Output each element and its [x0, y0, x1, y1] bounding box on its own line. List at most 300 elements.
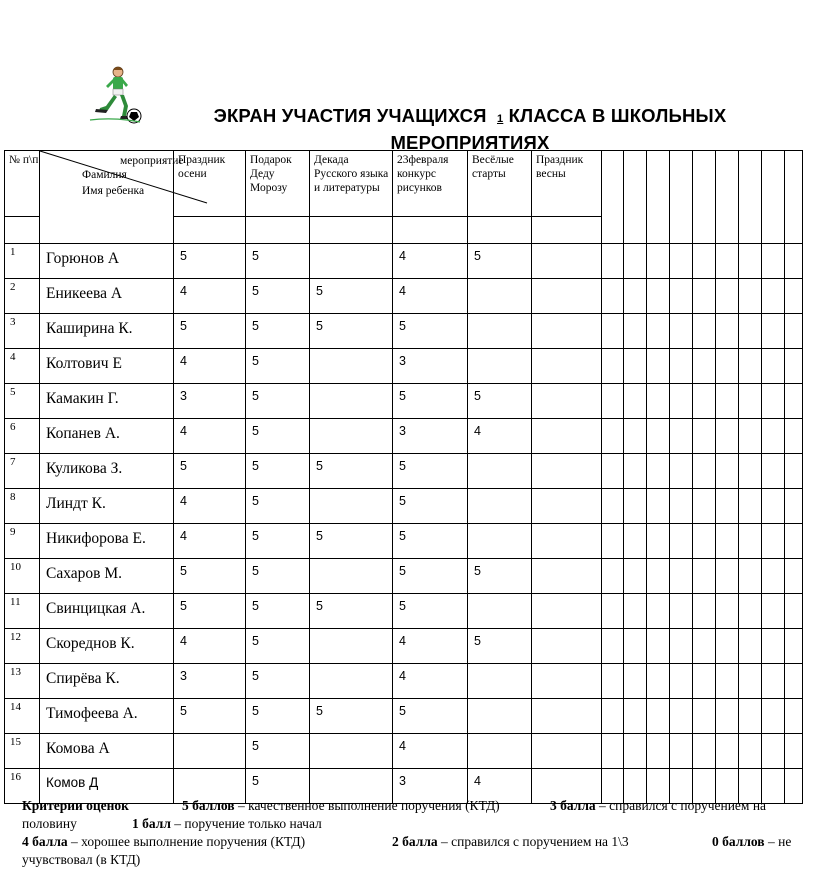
score-cell: 5	[174, 314, 246, 349]
empty-cell	[602, 699, 624, 734]
table-row	[5, 699, 803, 734]
empty-cell	[693, 734, 716, 769]
table-row	[5, 559, 803, 594]
criteria-3-label: 3 балла	[550, 798, 596, 813]
score-cell: 5	[246, 454, 310, 489]
table-row	[5, 629, 803, 664]
score-cell: 5	[310, 594, 393, 629]
criteria-4-label: 4 балла	[22, 834, 68, 849]
criteria-0-text-cont: учувствовал (в КТД)	[22, 852, 141, 867]
empty-cell	[739, 699, 762, 734]
title-prefix: ЭКРАН УЧАСТИЯ УЧАЩИХСЯ	[213, 105, 487, 126]
empty-cell	[647, 524, 670, 559]
empty-cell	[670, 454, 693, 489]
empty-cell	[670, 629, 693, 664]
empty-cell	[762, 384, 785, 419]
empty-cell	[785, 489, 803, 524]
criteria-legend	[22, 797, 812, 869]
empty-cell	[624, 524, 647, 559]
score-cell: 5	[393, 454, 468, 489]
empty-cell	[670, 594, 693, 629]
empty-cell	[739, 419, 762, 454]
criteria-2-label: 2 балла	[392, 834, 438, 849]
empty-cell	[602, 524, 624, 559]
empty-cell	[762, 524, 785, 559]
score-cell: 5	[246, 664, 310, 699]
empty-cell	[785, 699, 803, 734]
score-cell: 5	[310, 524, 393, 559]
empty-cell	[739, 559, 762, 594]
row-number: 16	[5, 769, 40, 804]
empty-cell	[602, 454, 624, 489]
empty-cell	[739, 349, 762, 384]
empty-cell	[716, 454, 739, 489]
empty-cell	[762, 279, 785, 314]
title-line2: МЕРОПРИЯТИЯХ	[390, 132, 550, 153]
criteria-5-text: – качественное выполнение поручения (КТД)	[237, 798, 500, 813]
score-cell: 5	[174, 454, 246, 489]
score-cell	[310, 489, 393, 524]
score-cell: 4	[393, 734, 468, 769]
soccer-player-icon	[84, 64, 146, 126]
empty-cell	[670, 734, 693, 769]
score-cell: 5	[246, 699, 310, 734]
header-surname: Фамилия	[82, 169, 127, 181]
criteria-5-label: 5 баллов	[182, 798, 235, 813]
empty-cell	[716, 279, 739, 314]
header-event-1: Праздник осени	[174, 151, 246, 217]
empty-cell	[762, 629, 785, 664]
empty-cell	[647, 454, 670, 489]
criteria-2-text: – справился с поручением на 1\3	[441, 834, 629, 849]
score-cell	[468, 664, 532, 699]
table-row	[5, 244, 803, 279]
empty-cell	[693, 419, 716, 454]
empty-cell	[693, 629, 716, 664]
empty-cell	[762, 664, 785, 699]
row-number: 11	[5, 594, 40, 629]
score-cell: 4	[174, 349, 246, 384]
empty-cell	[647, 734, 670, 769]
score-cell: 4	[174, 419, 246, 454]
empty-cell	[624, 594, 647, 629]
score-cell: 4	[174, 489, 246, 524]
empty-cell	[624, 349, 647, 384]
score-cell	[468, 349, 532, 384]
score-cell: 3	[174, 384, 246, 419]
score-cell: 5	[246, 524, 310, 559]
empty-cell	[785, 314, 803, 349]
empty-cell	[739, 244, 762, 279]
empty-cell	[716, 524, 739, 559]
empty-cell	[602, 244, 624, 279]
score-cell: 5	[468, 244, 532, 279]
score-cell: 4	[393, 664, 468, 699]
table-row	[5, 279, 803, 314]
empty-cell	[716, 699, 739, 734]
score-cell: 5	[310, 454, 393, 489]
table-row	[5, 349, 803, 384]
criteria-3-text-cont: половину	[22, 816, 77, 831]
score-cell: 5	[174, 594, 246, 629]
student-name: Сахаров М.	[40, 559, 174, 594]
table-row	[5, 524, 803, 559]
empty-cell	[670, 419, 693, 454]
empty-cell	[693, 384, 716, 419]
empty-cell	[670, 489, 693, 524]
empty-cell	[602, 629, 624, 664]
empty-cell	[693, 524, 716, 559]
row-number: 4	[5, 349, 40, 384]
empty-cell	[762, 314, 785, 349]
criteria-0-label: 0 баллов	[712, 834, 765, 849]
score-cell: 5	[246, 279, 310, 314]
table-row	[5, 419, 803, 454]
row-number: 15	[5, 734, 40, 769]
score-cell	[310, 349, 393, 384]
score-cell: 5	[393, 594, 468, 629]
score-cell	[468, 594, 532, 629]
header-event-3: Декада Русского языка и литературы	[310, 151, 393, 217]
empty-cell	[716, 734, 739, 769]
header-row	[5, 151, 803, 217]
student-name: Скореднов К.	[40, 629, 174, 664]
score-cell: 3	[393, 769, 468, 804]
empty-cell	[602, 279, 624, 314]
empty-cell	[670, 664, 693, 699]
table-row	[5, 314, 803, 349]
empty-cell	[762, 559, 785, 594]
score-cell: 4	[393, 279, 468, 314]
empty-cell	[739, 454, 762, 489]
empty-cell	[785, 629, 803, 664]
criteria-1-text: – поручение только начал	[174, 816, 322, 831]
row-number: 14	[5, 699, 40, 734]
score-cell	[532, 384, 602, 419]
empty-cell	[602, 594, 624, 629]
score-cell: 5	[310, 699, 393, 734]
empty-cell	[762, 244, 785, 279]
score-cell: 5	[393, 559, 468, 594]
page-title	[150, 104, 790, 155]
empty-cell	[716, 559, 739, 594]
empty-cell	[785, 279, 803, 314]
empty-cell	[647, 244, 670, 279]
score-cell: 5	[246, 489, 310, 524]
row-number: 3	[5, 314, 40, 349]
score-cell	[468, 699, 532, 734]
empty-cell	[762, 489, 785, 524]
score-cell	[532, 419, 602, 454]
empty-cell	[785, 454, 803, 489]
student-name: Свинцицкая А.	[40, 594, 174, 629]
empty-cell	[647, 489, 670, 524]
score-cell: 3	[393, 419, 468, 454]
student-name: Куликова З.	[40, 454, 174, 489]
score-cell: 4	[468, 419, 532, 454]
empty-cell	[693, 594, 716, 629]
empty-cell	[716, 594, 739, 629]
score-cell: 5	[393, 384, 468, 419]
row-number: 1	[5, 244, 40, 279]
empty-cell	[670, 559, 693, 594]
empty-cell	[762, 419, 785, 454]
empty-cell	[602, 664, 624, 699]
score-cell	[468, 734, 532, 769]
score-cell	[532, 279, 602, 314]
empty-cell	[647, 314, 670, 349]
score-cell	[310, 244, 393, 279]
score-cell: 4	[393, 629, 468, 664]
header-corner	[40, 151, 184, 244]
score-cell: 5	[393, 489, 468, 524]
empty-cell	[647, 559, 670, 594]
student-name: Спирёва К.	[40, 664, 174, 699]
empty-cell	[670, 349, 693, 384]
score-cell	[310, 559, 393, 594]
empty-cell	[670, 384, 693, 419]
score-cell: 5	[246, 314, 310, 349]
score-cell: 5	[310, 314, 393, 349]
empty-cell	[624, 489, 647, 524]
empty-cell	[693, 454, 716, 489]
score-cell: 5	[174, 244, 246, 279]
empty-cell	[693, 559, 716, 594]
row-number: 7	[5, 454, 40, 489]
score-cell	[310, 419, 393, 454]
empty-cell	[624, 419, 647, 454]
empty-cell	[647, 279, 670, 314]
empty-cell	[716, 664, 739, 699]
score-cell: 4	[174, 629, 246, 664]
score-cell	[468, 279, 532, 314]
empty-cell	[693, 349, 716, 384]
empty-cell	[670, 279, 693, 314]
empty-cell	[624, 244, 647, 279]
row-number: 8	[5, 489, 40, 524]
empty-cell	[739, 629, 762, 664]
participation-table	[4, 150, 803, 804]
empty-cell	[762, 349, 785, 384]
score-cell: 5	[246, 769, 310, 804]
score-cell	[532, 664, 602, 699]
score-cell: 5	[246, 734, 310, 769]
student-name: Комов Д	[40, 769, 174, 804]
empty-cell	[739, 524, 762, 559]
empty-cell	[739, 664, 762, 699]
header-num: № п\п	[5, 151, 40, 217]
score-cell	[468, 314, 532, 349]
header-event-5: Весёлые старты	[468, 151, 532, 217]
table-row	[5, 454, 803, 489]
student-name: Камакин Г.	[40, 384, 174, 419]
score-cell	[532, 559, 602, 594]
score-cell	[532, 349, 602, 384]
row-number: 13	[5, 664, 40, 699]
row-number: 10	[5, 559, 40, 594]
score-cell: 5	[246, 594, 310, 629]
empty-cell	[693, 699, 716, 734]
empty-cell	[762, 699, 785, 734]
empty-cell	[624, 664, 647, 699]
score-cell: 5	[174, 699, 246, 734]
score-cell	[468, 454, 532, 489]
empty-cell	[693, 314, 716, 349]
score-cell	[310, 734, 393, 769]
student-name: Копанев А.	[40, 419, 174, 454]
score-cell: 5	[468, 384, 532, 419]
row-number: 2	[5, 279, 40, 314]
empty-cell	[716, 489, 739, 524]
empty-cell	[624, 454, 647, 489]
empty-cell	[647, 594, 670, 629]
empty-cell	[785, 524, 803, 559]
empty-cell	[602, 384, 624, 419]
empty-cell	[785, 559, 803, 594]
empty-cell	[716, 349, 739, 384]
table-row	[5, 489, 803, 524]
empty-cell	[716, 419, 739, 454]
empty-cell	[647, 664, 670, 699]
score-cell	[174, 734, 246, 769]
criteria-3-text: – справился с поручением на	[599, 798, 767, 813]
empty-cell	[624, 314, 647, 349]
student-name: Еникеева А	[40, 279, 174, 314]
score-cell	[532, 734, 602, 769]
empty-cell	[739, 594, 762, 629]
empty-cell	[624, 279, 647, 314]
score-cell: 5	[468, 559, 532, 594]
score-cell: 5	[246, 244, 310, 279]
empty-cell	[602, 489, 624, 524]
empty-cell	[602, 314, 624, 349]
empty-cell	[602, 349, 624, 384]
empty-cell	[739, 314, 762, 349]
score-cell: 5	[246, 629, 310, 664]
empty-cell	[739, 734, 762, 769]
empty-cell	[785, 384, 803, 419]
student-name: Колтович Е	[40, 349, 174, 384]
title-suffix: КЛАССА В ШКОЛЬНЫХ	[508, 105, 727, 126]
header-event: мероприятие	[120, 155, 184, 167]
score-cell: 5	[246, 419, 310, 454]
empty-cell	[693, 279, 716, 314]
empty-cell	[785, 419, 803, 454]
empty-cell	[785, 594, 803, 629]
empty-cell	[647, 629, 670, 664]
header-event-2: Подарок Деду Морозу	[246, 151, 310, 217]
score-cell: 4	[393, 244, 468, 279]
empty-cell	[716, 244, 739, 279]
empty-cell	[739, 279, 762, 314]
student-name: Каширина К.	[40, 314, 174, 349]
empty-cell	[762, 454, 785, 489]
score-cell	[532, 244, 602, 279]
score-cell: 5	[468, 629, 532, 664]
empty-cell	[670, 244, 693, 279]
score-cell: 5	[246, 559, 310, 594]
score-cell: 3	[393, 349, 468, 384]
empty-cell	[785, 664, 803, 699]
score-cell: 5	[393, 314, 468, 349]
row-number: 6	[5, 419, 40, 454]
empty-cell	[739, 384, 762, 419]
empty-cell	[670, 524, 693, 559]
empty-cell	[624, 734, 647, 769]
empty-cell	[693, 244, 716, 279]
student-name: Линдт К.	[40, 489, 174, 524]
score-cell	[532, 629, 602, 664]
empty-cell	[785, 734, 803, 769]
student-name: Никифорова Е.	[40, 524, 174, 559]
empty-cell	[693, 664, 716, 699]
empty-cell	[785, 244, 803, 279]
table-row	[5, 384, 803, 419]
score-cell: 4	[468, 769, 532, 804]
empty-cell	[602, 734, 624, 769]
student-name: Горюнов А	[40, 244, 174, 279]
student-name: Тимофеева А.	[40, 699, 174, 734]
score-cell	[532, 454, 602, 489]
score-cell: 3	[174, 664, 246, 699]
criteria-4-text: – хорошее выполнение поручения (КТД)	[71, 834, 306, 849]
score-cell: 5	[393, 524, 468, 559]
row-number: 9	[5, 524, 40, 559]
row-number: 12	[5, 629, 40, 664]
score-cell: 5	[174, 559, 246, 594]
empty-cell	[647, 699, 670, 734]
score-cell: 5	[246, 349, 310, 384]
score-cell	[310, 629, 393, 664]
empty-cell	[762, 734, 785, 769]
score-cell	[310, 664, 393, 699]
score-cell	[532, 314, 602, 349]
score-cell	[468, 524, 532, 559]
title-class-number: 1	[497, 113, 504, 125]
score-cell	[532, 594, 602, 629]
score-cell: 5	[246, 384, 310, 419]
header-event-6: Праздник весны	[532, 151, 602, 217]
empty-cell	[670, 314, 693, 349]
table-row	[5, 734, 803, 769]
criteria-label: Критерии оценок	[22, 798, 129, 813]
empty-cell	[716, 314, 739, 349]
score-cell	[532, 699, 602, 734]
score-cell: 4	[174, 279, 246, 314]
header-child-name: Имя ребенка	[82, 185, 145, 197]
criteria-1-label: 1 балл	[132, 816, 171, 831]
empty-cell	[602, 419, 624, 454]
empty-cell	[624, 699, 647, 734]
empty-cell	[693, 489, 716, 524]
score-cell: 5	[393, 699, 468, 734]
score-cell	[532, 489, 602, 524]
empty-cell	[647, 349, 670, 384]
student-name: Комова А	[40, 734, 174, 769]
empty-cell	[670, 699, 693, 734]
empty-cell	[624, 559, 647, 594]
empty-cell	[785, 349, 803, 384]
criteria-0-text: – не	[767, 834, 792, 849]
empty-cell	[716, 629, 739, 664]
score-cell: 5	[310, 279, 393, 314]
table-row	[5, 664, 803, 699]
empty-cell	[647, 419, 670, 454]
row-number: 5	[5, 384, 40, 419]
score-cell: 4	[174, 524, 246, 559]
score-cell	[310, 384, 393, 419]
empty-cell	[716, 384, 739, 419]
